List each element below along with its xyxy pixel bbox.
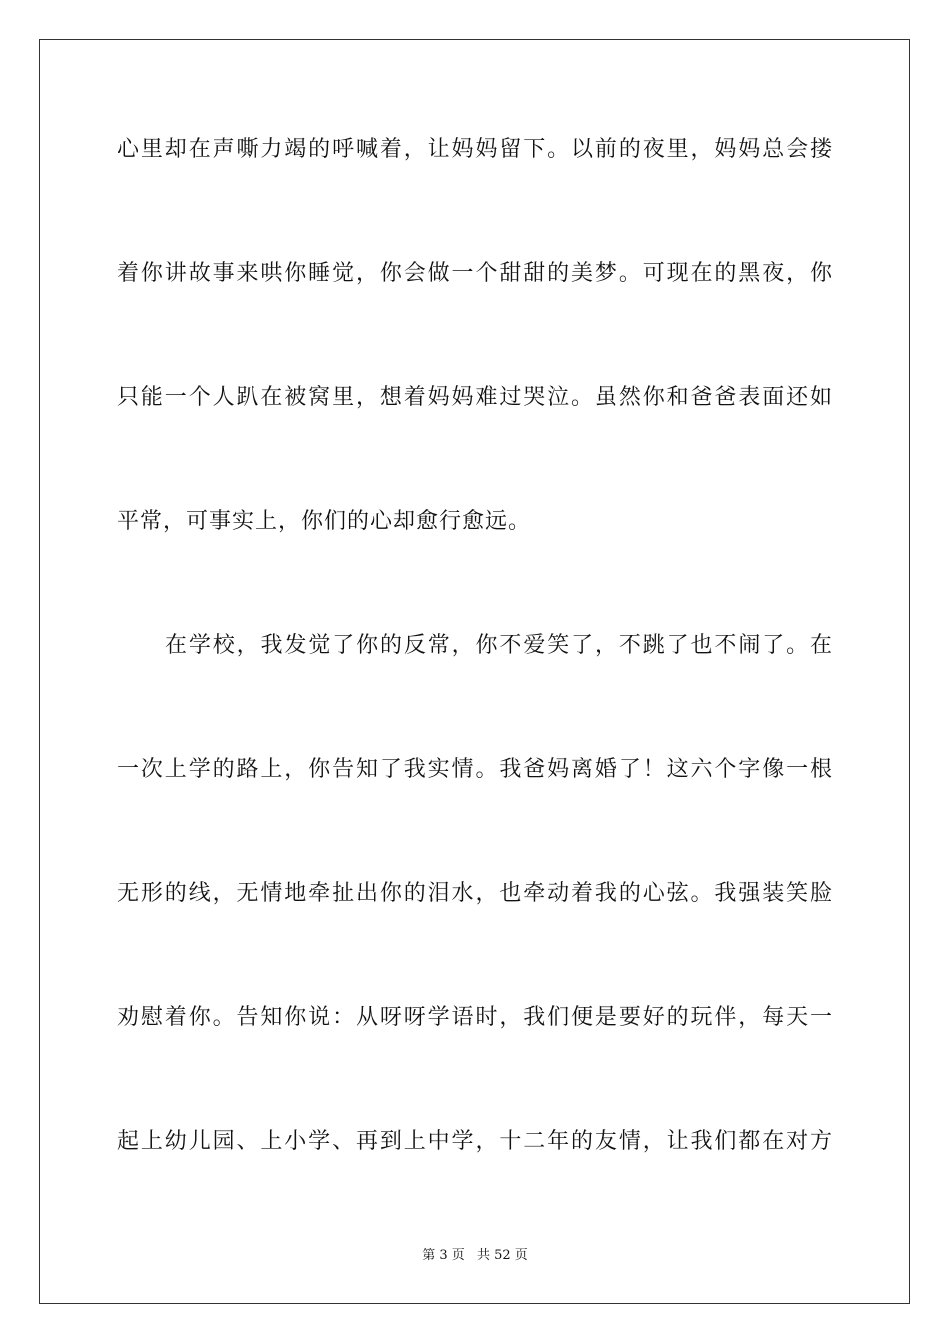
page-footer [0,1247,950,1265]
text-line-1: 心里却在声嘶力竭的呼喊着，让妈妈留下。以前的夜里，妈妈总会搂 [117,137,833,162]
text-line-5: 在学校，我发觉了你的反常，你不爱笑了，不跳了也不闹了。在 [165,633,833,658]
page-total: 共 52 页 [476,1248,528,1263]
text-line-4: 平常，可事实上，你们的心却愈行愈远。 [117,509,532,534]
text-line-7: 无形的线，无情地牵扯出你的泪水，也牵动着我的心弦。我强装笑脸 [117,881,833,906]
text-line-8: 劝慰着你。告知你说：从呀呀学语时，我们便是要好的玩伴，每天一 [117,1005,833,1030]
text-line-6: 一次上学的路上，你告知了我实情。我爸妈离婚了！这六个字像一根 [117,757,833,782]
text-line-3: 只能一个人趴在被窝里，想着妈妈难过哭泣。虽然你和爸爸表面还如 [117,385,833,410]
page-number: 第 3 页 [422,1248,465,1263]
text-line-2: 着你讲故事来哄你睡觉，你会做一个甜甜的美梦。可现在的黑夜，你 [117,261,833,286]
text-line-9: 起上幼儿园、上小学、再到上中学，十二年的友情，让我们都在对方 [117,1129,833,1154]
page-frame [39,39,910,1304]
